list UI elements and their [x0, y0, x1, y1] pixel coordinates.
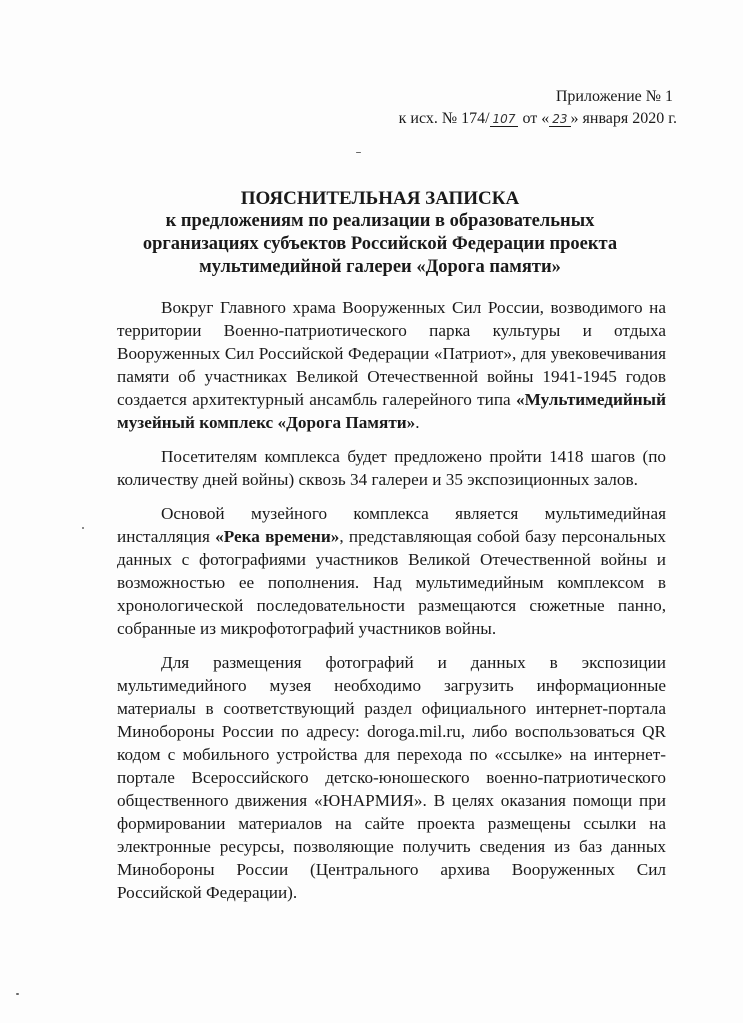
paragraph-3	[117, 502, 666, 640]
ref-suffix: » января 2020 г.	[570, 110, 677, 127]
ref-prefix: к исх. № 174/	[398, 110, 490, 127]
document-header	[399, 86, 677, 130]
paragraph-2: Посетителям комплекса будет предложено пройти 1418 шагов (по количеству дней войны) сквозь 34 галереи и 35 экспозиционных залов.	[117, 447, 666, 489]
paragraph-3-bold: «Река времени»	[215, 527, 340, 546]
appendix-label: Приложение № 1	[555, 88, 673, 105]
paragraph-1	[117, 296, 666, 434]
paragraph-3-end: , представляющая собой базу персональных данных с фотографиями участников Великой Отечественной войны и возможностью ее пополнения. Над мультимедийным комплексом в хронологической последовательности размещаются сюжетные панно, собранные из микрофотографий участников войны.	[117, 527, 667, 638]
title-main: ПОЯСНИТЕЛЬНАЯ ЗАПИСКА	[240, 188, 520, 209]
paragraph-1-end: .	[415, 413, 420, 432]
document-title	[120, 187, 640, 279]
reference-line	[399, 108, 677, 130]
title-line-2: к предложениям по реализации в образовательных	[165, 211, 595, 231]
scan-speck	[356, 152, 361, 153]
handwritten-ref-day: 23	[549, 112, 570, 127]
scan-speck	[82, 527, 84, 529]
scan-speck	[16, 993, 19, 995]
ref-from: от «	[518, 110, 550, 127]
paragraph-1-text: Вокруг Главного храма Вооруженных Сил России, возводимого на территории Военно-патриотического парка культуры и отдыха Вооруженных Сил Российской Федерации «Патриот», для увековечивания памяти об участниках Великой Отечественной войны 1941-1945 годов создается архитектурный ансамбль галерейного типа	[117, 298, 666, 409]
paragraph-4: Для размещения фотографий и данных в экспозиции мультимедийного музея необходимо загрузить информационные материалы в соответствующий раздел официального интернет-портала Минобороны России по адресу: doroga.mil.ru, либо воспользоваться QR кодом с мобильного устройства для перехода по «ссылке» на интернет-портале Всероссийского детско-юношеского военно-патриотического общественного движения «ЮНАРМИЯ». В целях оказания помощи при формировании материалов на сайте проекта размещены ссылки на электронные ресурсы, позволяющие получить сведения из баз данных Минобороны России (Центрального архива Вооруженных Сил Российской Федерации).	[117, 653, 666, 902]
paragraph-3-start: Основой музейного комплекса является мультимедийная инсталляция	[117, 504, 666, 546]
handwritten-ref-number: 107	[490, 112, 519, 127]
document-body	[117, 296, 666, 904]
paragraph-1-bold: «Мультимедийный музейный комплекс «Дорога Памяти»	[117, 390, 666, 432]
title-line-4: мультимедийной галереи «Дорога памяти»	[199, 257, 561, 277]
title-line-3: организациях субъектов Российской Федерации проекта	[142, 234, 618, 254]
